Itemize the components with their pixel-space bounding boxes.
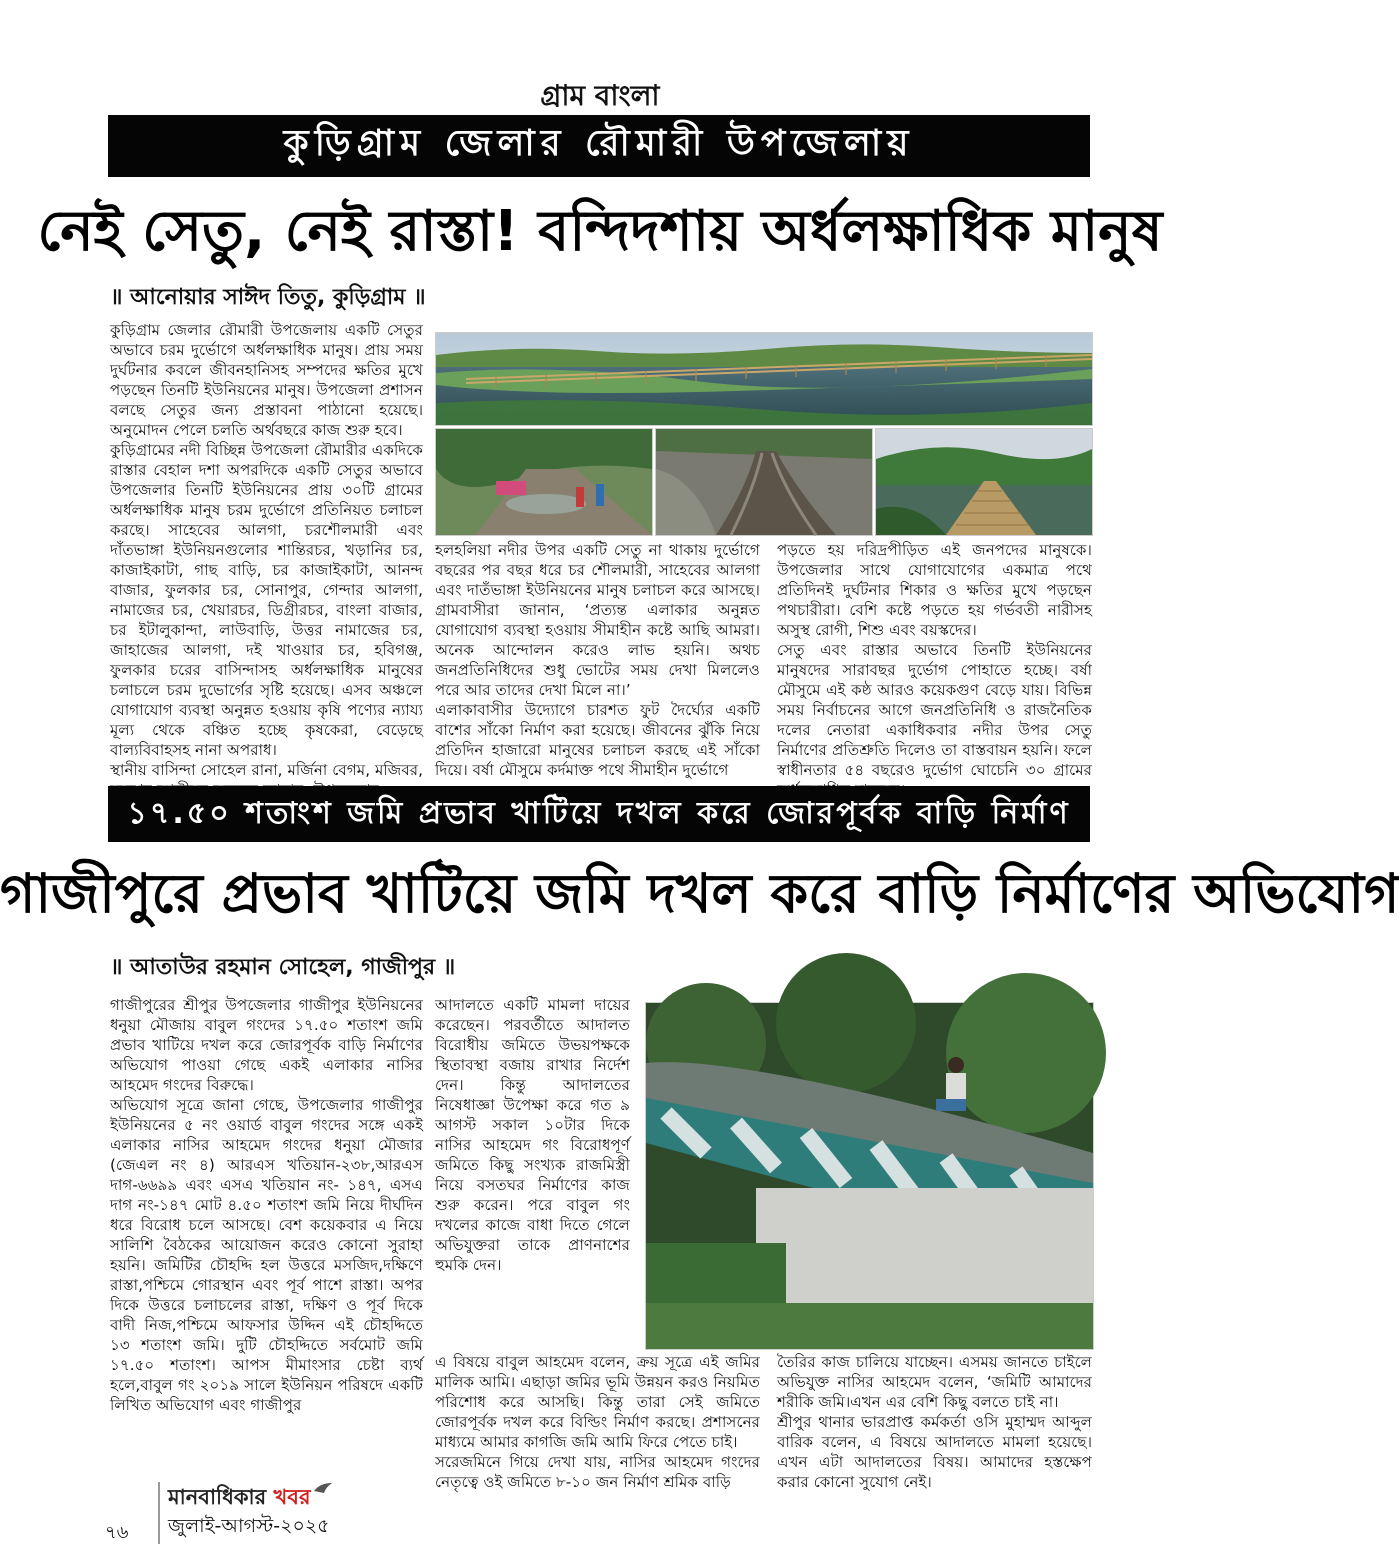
section-label: গ্রাম বাংলা — [540, 79, 660, 112]
magazine-name-accent: খবর — [273, 1485, 311, 1509]
paragraph: সরেজমিনে গিয়ে দেখা যায়, নাসির আহমেদ গংদের নেতৃত্বে ওই জমিতে ৮-১০ জন নির্মাণ শ্রমিক বাড়ি — [435, 1453, 760, 1491]
article2-column-2 — [435, 995, 630, 1350]
article2-kicker-band — [108, 786, 1090, 842]
article1-column-3 — [777, 540, 1092, 780]
muddy-road-photo — [655, 428, 873, 536]
bamboo-bridge-photo — [435, 332, 1093, 426]
article2-column-4 — [777, 1352, 1092, 1491]
paragraph: গাজীপুরের শ্রীপুর উপজেলার গাজীপুর ইউনিয়নের ধনুয়া মৌজায় বাবুল গংদের ১৭.৫০ শতাংশ জমি প্রভাব খাটিয়ে দখল করে জোরপূর্বক বাড়ি নির্মাণের অভিযোগ পাওয়া গেছে একই এলাকার নাসির আহমেদ গংদের বিরুদ্ধে। — [110, 996, 423, 1094]
article2-byline: ॥ আতাউর রহমান সোহেল, গাজীপুর ॥ — [110, 955, 456, 980]
dove-icon — [312, 1481, 334, 1495]
page-number: ৭৬ — [105, 1522, 129, 1543]
paragraph: এ বিষয়ে বাবুল আহমেদ বলেন, ক্রয় সূত্রে এই জমির মালিক আমি। এছাড়া জমির ভূমি উন্নয়ন করও নিয়মিত পরিশোধ করে আসছি। কিন্তু তারা সেই জমিতে জোরপূর্বক দখল করে বিল্ডিং নির্মাণ করছে। প্রশাসনের মাধ্যমে আমার কাগজি জমি আমি ফিরে পেতে চাই। — [435, 1353, 760, 1451]
article1-headline: নেই সেতু, নেই রাস্তা! বন্দিদশায় অর্ধলক্ষাধিক মানুষ — [37, 199, 1163, 264]
issue-date: জুলাই-আগস্ট-২০২৫ — [168, 1515, 330, 1537]
article1-kicker: কুড়িগ্রাম জেলার রৌমারী উপজেলায় — [283, 123, 915, 164]
paragraph: তৈরির কাজ চালিয়ে যাচ্ছেন। এসময় জানতে চাইলে অভিযুক্ত নাসির আহমেদ বলেন, ‘জমিটি আমাদের শরীকি জমি।এখন এর বেশি কিছু বলতে চাই না। — [777, 1353, 1092, 1411]
paragraph: পড়তে হয় দরিদ্রপীড়িত এই জনপদের মানুষকে। উপজেলার সাথে যোগাযোগের একমাত্র পথে প্রতিদিনই দুর্ঘটনার শিকার ও ক্ষতির মুখে পড়ছেন পথচারীরা। বেশি কষ্টে পড়তে হয় গর্ভবতী নারীসহ অসুস্থ রোগী, শিশু এবং বয়স্কদের। — [777, 541, 1092, 639]
paragraph: সেতু এবং রাস্তার অভাবে তিনটি ইউনিয়নের মানুষদের সারাবছর দুর্ভোগ পোহাতে হচ্ছে। বর্ষা মৌসুমে এই কষ্ঠ আরও কয়েকগুণ বেড়ে যায়। বিভিন্ন সময় নির্বাচনের আগে জনপ্রতিনিধি ও রাজনৈতিক দলের নেতারা একাধিকবার নদীর উপর সেতু নির্মাণের প্রতিশ্রুতি দিলেও তা বাস্তবায়ন হয়নি। ফলে স্বাধীনতার ৫৪ বছরেও দুর্ভোগ ঘোচেনি ৩০ গ্রামের — [777, 641, 1092, 779]
magazine-name: মানবাধিকার — [168, 1485, 267, 1509]
tin-roof-house-photo — [645, 1002, 1094, 1350]
article2-column-1 — [110, 995, 423, 1465]
flooded-road-photo — [435, 428, 653, 536]
article1-byline: ॥ আনোয়ার সাঈদ তিতু, কুড়িগ্রাম ॥ — [110, 285, 426, 310]
bridge-walkway-photo — [875, 428, 1093, 536]
paragraph: আদালতে একটি মামলা দায়ের করেছেন। পরবর্তীতে আদালত বিরোধীয় জমিতে উভয়পক্ষকে স্থিতাবস্থা বজায় রাখার নির্দেশ দেন। কিন্তু আদালতের নিষেধাজ্ঞা উপেক্ষা করে গত ৯ আগস্ট সকাল ১০টার দিকে নাসির আহমেদ গং বিরোধপূর্ণ জমিতে কিছু সংখ্যক রাজমিস্ত্রী নিয়ে বসতঘর নির্মাণের কাজ শুরু করেন। পরে বাবুল গং দখলের কাজে বাধা দিতে গেলে অভিযুক্তরা তাকে প্রাণনাশের হুমকি দেন। — [435, 996, 630, 1274]
paragraph: অভিযোগ সূত্রে জানা গেছে, উপজেলার গাজীপুর ইউনিয়নের ৫ নং ওয়ার্ড বাবুল গংদের সঙ্গে একই এলাকার নাসির আহমেদ গংদের ধনুয়া মৌজার (জেএল নং ৪) আরএস খতিয়ান-২৩৮,আরএস দাগ-৬৬৯৯ এবং এসএ খতিয়ান নং- ১৪৭, এসএ দাগ নং-১৪৭ মোট ৪.৫০ শতাংশ জমি নিয়ে দীর্ঘদিন ধরে বিরোধ চলে আসছে। বেশ কয়েকবার এ নিয়ে সালিশি বৈঠকের আয়োজন করেও কোনো সুরাহা হয়নি। জমিটির চৌহদ্দি হল উত্তরে মসজিদ,দক্ষিণে রাস্তা,পশ্চিমে গোরস্থান এবং পূর্ব পাশে রাস্তা। অপর দিকে উত্তরে চলাচলের রাস্তা, দক্ষিণ ও পূর্ব দিকে বাদী নিজ,পশ্চিমে আফসার উদ্দিন এই চৌহদ্দিতে ১৩ শতাংশ জমি। দুটি চৌহদ্দিতে সর্বমোট জমি ১৭.৫০ শতাংশ। আপস মীমাংসার চেষ্টা ব্যর্থ হলে,বাবুল গং ২০১৯ সালে ইউনিয়ন পরিষদে একটি লিখিত অভিযোগ এবং গাজীপুর — [110, 1096, 423, 1414]
paragraph: হলহলিয়া নদীর উপর একটি সেতু না থাকায় দুর্ভোগে বছরের পর বছর ধরে চর শৌলমারী, সাহেবের আলগা এবং দাতঁভাঙ্গা ইউনিয়নের মানুষ চলাচল করে আসছে। গ্রামবাসীরা জানান, ‘প্রত্যন্ত এলাকার অনুন্নত যোগাযোগ ব্যবস্থা হওয়ায় সীমাহীন কষ্টে আছি আমরা। অনেক আন্দোলন করেও লাভ হয়নি। অথচ জনপ্রতিনিধিদের শুধু ভোটের সময় দেখা মিললেও পরে আর তাদের দেখা মিলে না।’ — [435, 541, 760, 699]
article2-headline: গাজীপুরে প্রভাব খাটিয়ে জমি দখল করে বাড়ি নির্মাণের অভিযোগ — [0, 862, 1399, 925]
paragraph: এলাকাবাসীর উদ্যোগে চারশত ফুট দৈর্ঘ্যের একটি বাশের সাঁকো নির্মাণ করা হয়েছে। জীবনের ঝুঁকি নিয়ে প্রতিদিন হাজারো মানুষের চলাচল করছে এই সাঁকো দিয়ে। বর্ষা মৌসুমে কর্দমাক্ত পথে সীমাহীন দুর্ভোগে — [435, 701, 760, 779]
paragraph: স্থানীয় বাসিন্দা সোহেল রানা, মর্জিনা বেগম, মজিবর, — [110, 761, 423, 779]
article1-kicker-band — [108, 115, 1090, 177]
article1-column-2 — [435, 540, 760, 780]
paragraph: কুড়িগ্রাম জেলার রৌমারী উপজেলায় একটি সেতুর অভাবে চরম দুর্ভোগে অর্ধলক্ষাধিক মানুষ। প্রায় সময় দুর্ঘটনার কবলে জীবনহানিসহ সম্পদের ক্ষতির মুখে পড়ছেন তিনটি ইউনিয়নের মানুষ। উপজেলা প্রশাসন বলছে সেতুর জন্য প্রস্তাবনা পাঠানো হয়েছে। অনুমোদন পেলে চলতি অর্থবছরে কাজ শুরু হবে। — [110, 321, 423, 439]
article1-column-1 — [110, 320, 423, 780]
article2-kicker: ১৭.৫০ শতাংশ জমি প্রভাব খাটিয়ে দখল করে জোরপূর্বক বাড়ি নির্মাণ — [127, 795, 1071, 831]
footer-divider — [158, 1482, 160, 1544]
magazine-logo — [168, 1481, 334, 1516]
paragraph: কুড়িগ্রামের নদী বিচ্ছিন্ন উপজেলা রৌমারীর একদিকে রাস্তার বেহাল দশা অপরদিকে একটি সেতুর অভাবে উপজেলার তিনটি ইউনিয়নের প্রায় ৩০টি গ্রামের অর্ধলক্ষাধিক মানুষ চরম দুর্ভোগে প্রতিনিয়ত চলাচল করছে। সাহেবের আলগা, চরশৌলমারী এবং দাঁতভাঙ্গা ইউনিয়নগুলোর শান্তিরচর, খড়ানির চর, কাজাইকাটা, গাছ বাড়ি, চর কাজাইকাটা, আনন্দ বাজার, ফুলকার চর, সোনাপুর, গেন্দার আলগা, নামাজের চর, খেয়ারচর, ডিগ্রীরচর, বাংলা বাজার, চর ইটালুকান্দা, লাউবাড়ি, উত্তর নামাজের চর, জাহাজের আলগা, দই খাওয়ার চর, হবিগঞ্জ, ফুলকার চরের বাসিন্দাসহ অর্ধলক্ষাধিক মানুষের চলাচলে চরম দুভোর্গের সৃষ্টি হয়েছে। এসব অঞ্চলে যোগাযোগ ব্যবস্থা অনুন্নত হওয়ায় কৃষি পণ্যের ন্যায্য মূল্য থেকে বঞ্চিত হচ্ছে কৃষকেরা, বেড়েছে বাল্যবিবাহসহ নানা অপরাধ। — [110, 441, 423, 759]
paragraph: শ্রীপুর থানার ভারপ্রাপ্ত কর্মকর্তা ওসি মুহাম্মদ আব্দুল বারিক বলেন, এ বিষয়ে আদালতে মামলা হয়েছে। এখন এটা আদালতের বিষয়। আমাদের হস্তক্ষেপ করার কোনো সুযোগ নেই। — [777, 1413, 1092, 1491]
article2-column-3 — [435, 1352, 760, 1491]
